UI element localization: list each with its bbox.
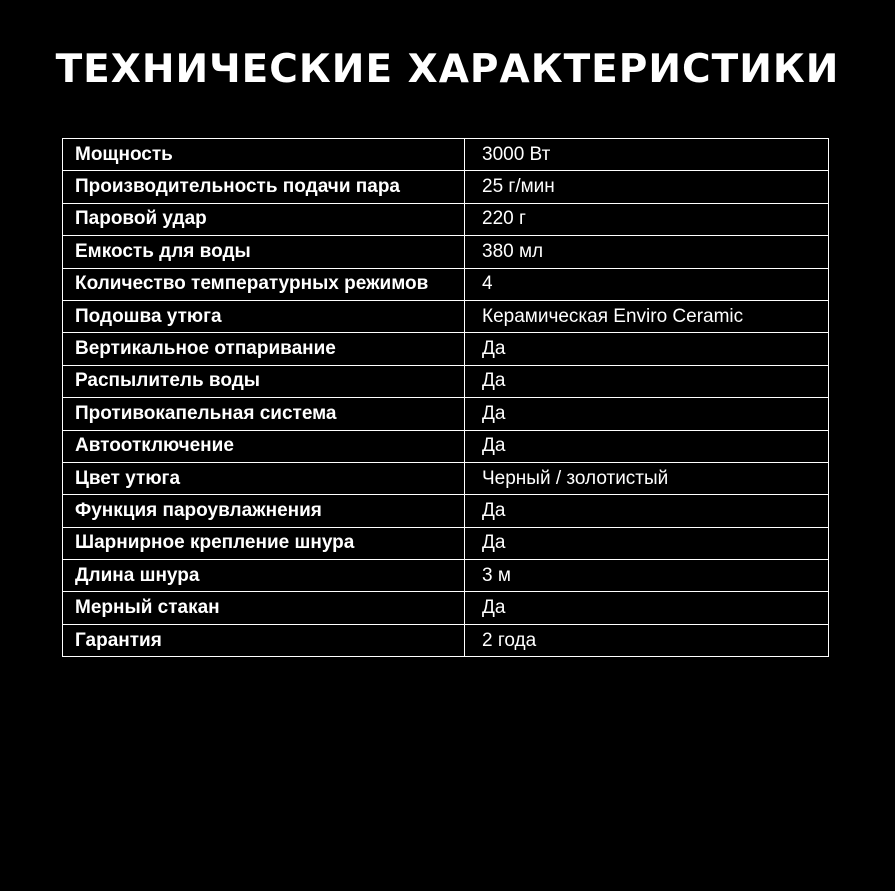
spec-name: Распылитель воды bbox=[63, 365, 465, 397]
spec-value: Да bbox=[465, 430, 829, 462]
spec-table bbox=[62, 138, 829, 657]
spec-value: Да bbox=[465, 527, 829, 559]
spec-name: Шарнирное крепление шнура bbox=[63, 527, 465, 559]
spec-value: Да bbox=[465, 592, 829, 624]
spec-name: Автоотключение bbox=[63, 430, 465, 462]
table-row bbox=[63, 495, 829, 527]
table-row bbox=[63, 462, 829, 494]
spec-value: 3000 Вт bbox=[465, 139, 829, 171]
table-row bbox=[63, 624, 829, 656]
spec-value: Да bbox=[465, 398, 829, 430]
spec-value: 2 года bbox=[465, 624, 829, 656]
spec-value: 3 м bbox=[465, 560, 829, 592]
spec-value: 380 мл bbox=[465, 236, 829, 268]
table-row bbox=[63, 527, 829, 559]
spec-name: Мощность bbox=[63, 139, 465, 171]
spec-value: 4 bbox=[465, 268, 829, 300]
table-row bbox=[63, 365, 829, 397]
table-row bbox=[63, 560, 829, 592]
spec-name: Мерный стакан bbox=[63, 592, 465, 624]
spec-name: Длина шнура bbox=[63, 560, 465, 592]
spec-name: Вертикальное отпаривание bbox=[63, 333, 465, 365]
spec-name: Функция пароувлажнения bbox=[63, 495, 465, 527]
spec-name: Паровой удар bbox=[63, 203, 465, 235]
table-row bbox=[63, 592, 829, 624]
spec-name: Емкость для воды bbox=[63, 236, 465, 268]
spec-value: 25 г/мин bbox=[465, 171, 829, 203]
table-row bbox=[63, 333, 829, 365]
table-row bbox=[63, 300, 829, 332]
spec-value: Керамическая Enviro Ceramic bbox=[465, 300, 829, 332]
page-title: ТЕХНИЧЕСКИЕ ХАРАКТЕРИСТИКИ bbox=[55, 47, 840, 92]
table-row bbox=[63, 139, 829, 171]
table-row bbox=[63, 430, 829, 462]
spec-value: 220 г bbox=[465, 203, 829, 235]
spec-name: Количество температурных режимов bbox=[63, 268, 465, 300]
spec-name: Противокапельная система bbox=[63, 398, 465, 430]
spec-name: Цвет утюга bbox=[63, 462, 465, 494]
spec-value: Черный / золотистый bbox=[465, 462, 829, 494]
spec-name: Производительность подачи пара bbox=[63, 171, 465, 203]
spec-name: Гарантия bbox=[63, 624, 465, 656]
table-row bbox=[63, 236, 829, 268]
table-row bbox=[63, 203, 829, 235]
spec-value: Да bbox=[465, 495, 829, 527]
table-row bbox=[63, 268, 829, 300]
spec-name: Подошва утюга bbox=[63, 300, 465, 332]
table-row bbox=[63, 398, 829, 430]
spec-value: Да bbox=[465, 365, 829, 397]
table-row bbox=[63, 171, 829, 203]
spec-value: Да bbox=[465, 333, 829, 365]
